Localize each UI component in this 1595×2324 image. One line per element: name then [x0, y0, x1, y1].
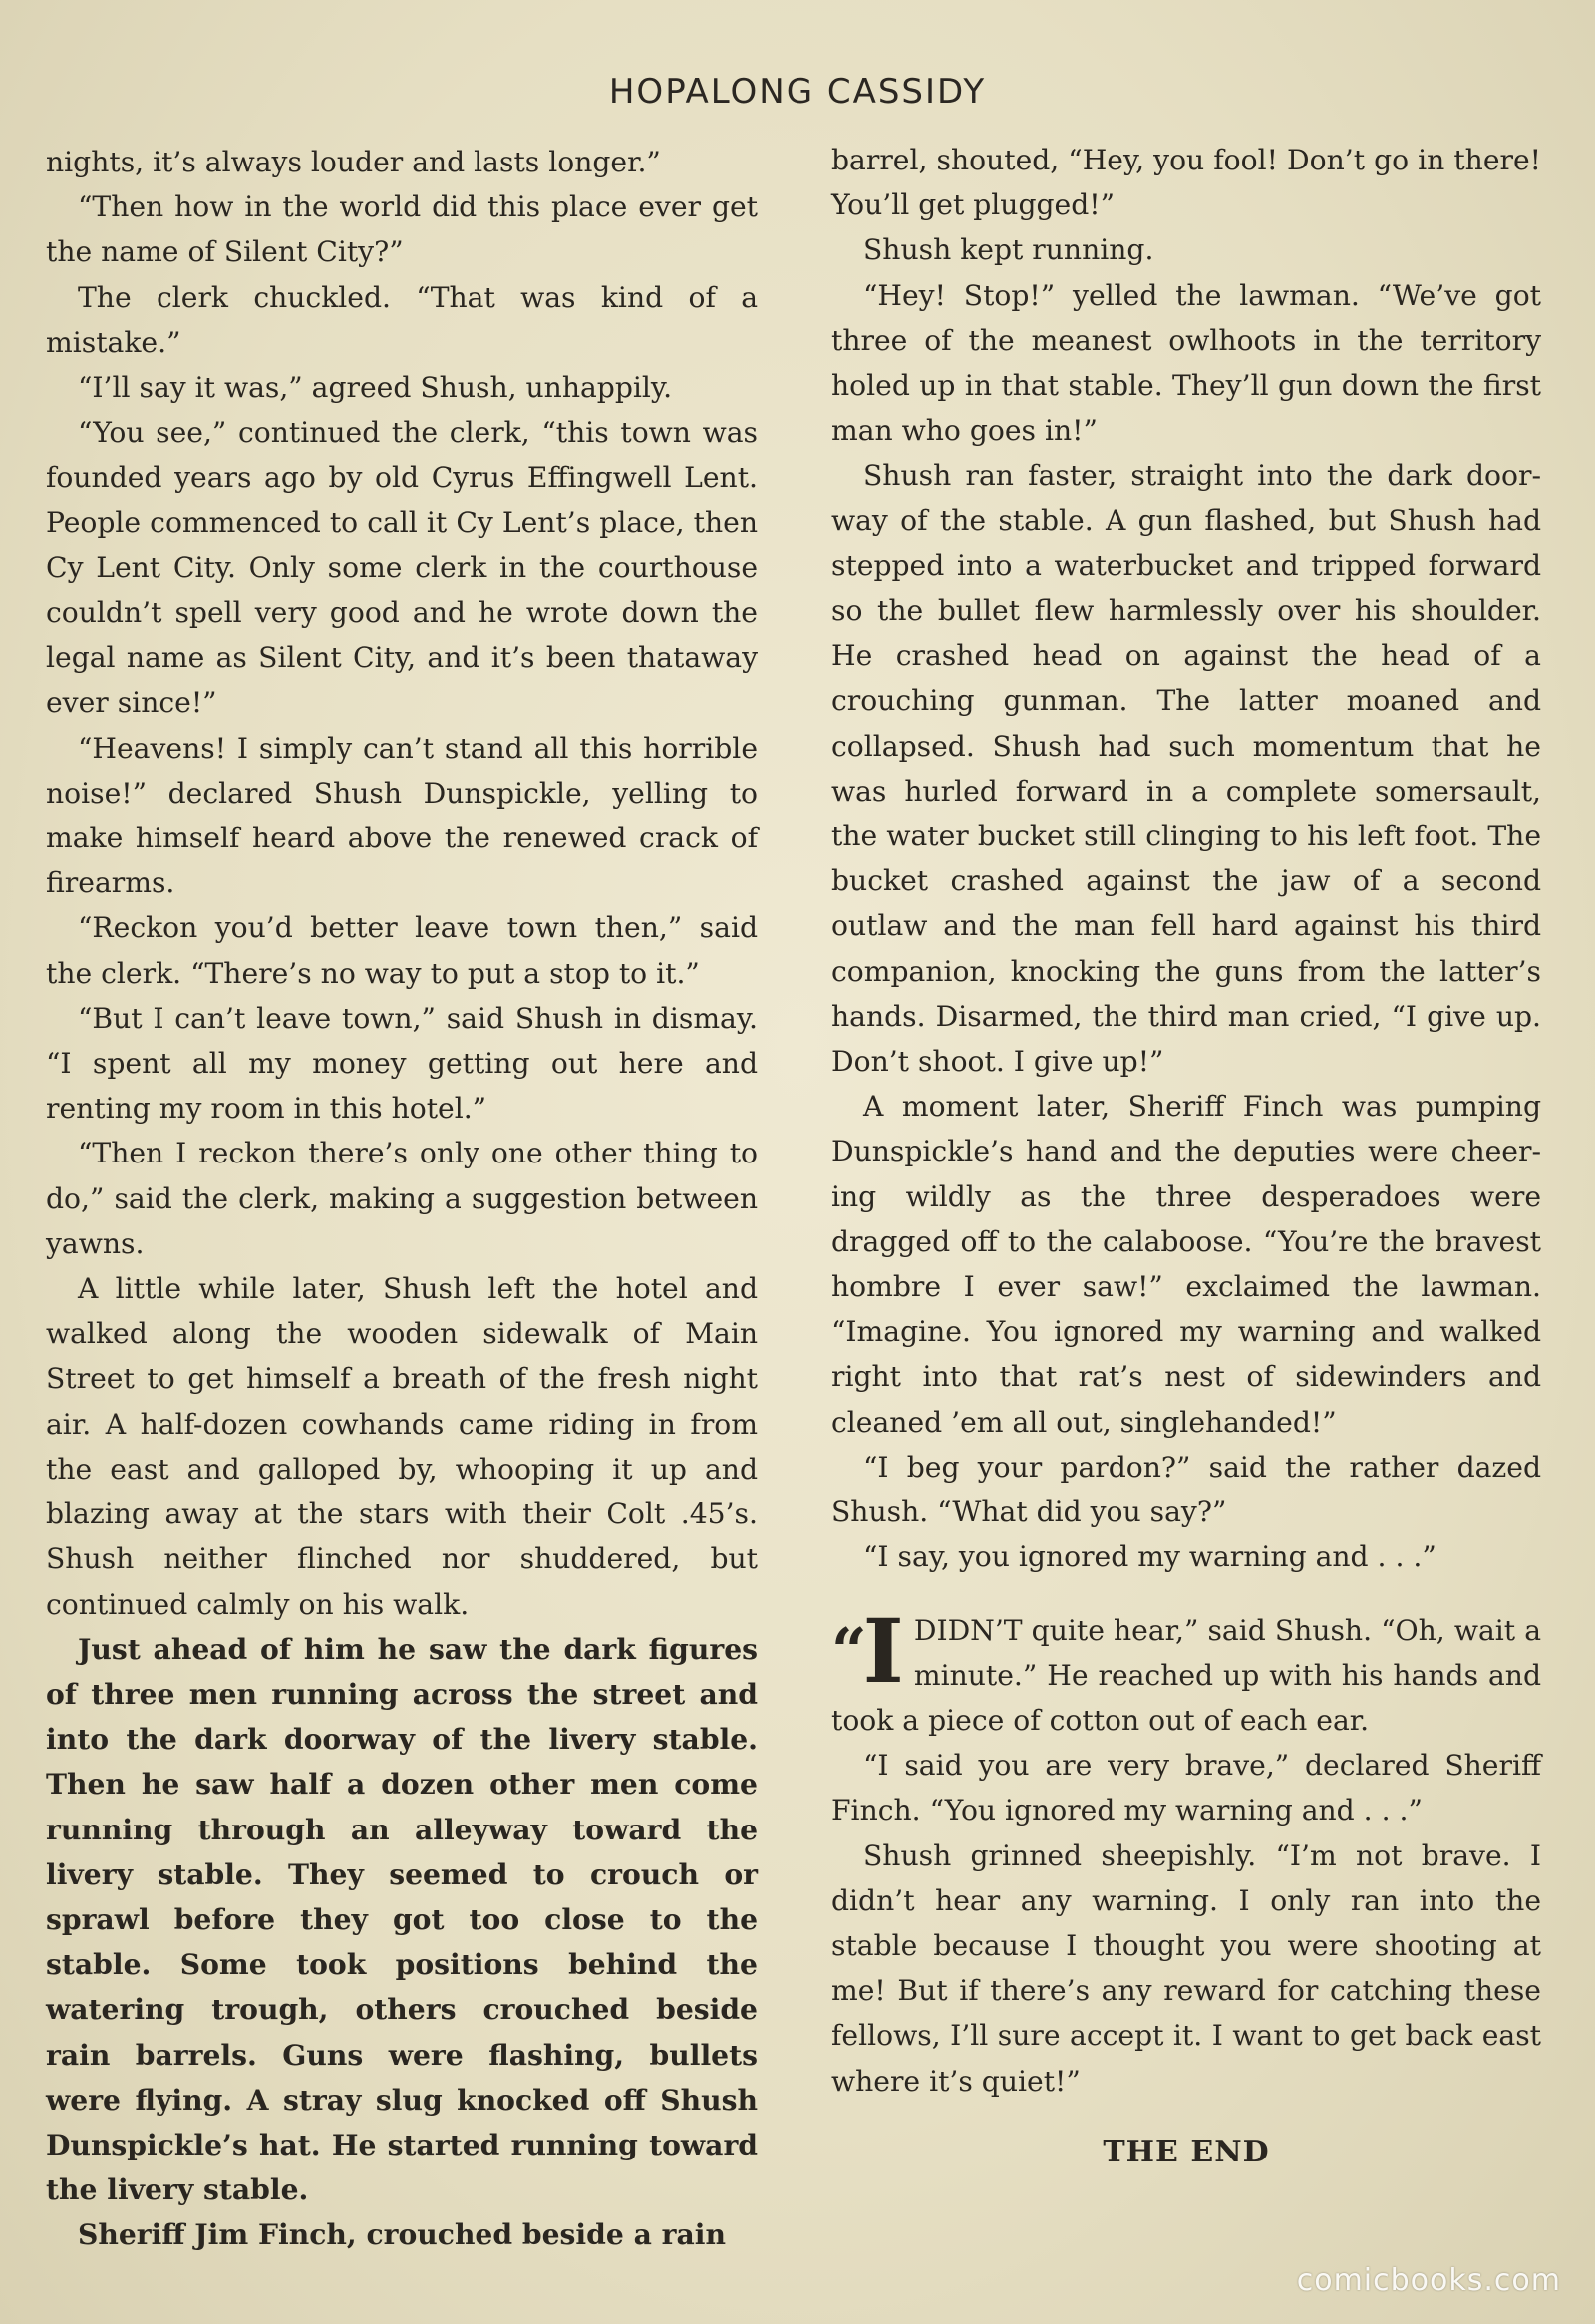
paragraph: Just ahead of him he saw the dark figures of three men running across the street and into the dark doorway of the livery stable. Then he saw half a dozen other men come running through an alleyway toward the livery stable. They seemed to crouch or sprawl before they got too close to the stable. Some took positions behind the watering trough, others crouched beside rain barrels. Guns were flashing, bullets were flying. A stray slug knocked off Shush Dunspickle’s hat. He started running toward the livery stable.: [46, 1632, 758, 2207]
right-column: [831, 138, 1541, 2174]
paragraph: “I say, you ignored my warning and . . .”: [863, 1540, 1436, 1574]
paragraph: Shush ran faster, straight into the dark doorway of the stable. A gun flashed, but Shush had stepped into a waterbucket and tripped forward so the bullet flew harmlessly over his shoulder. He crashed head on against the head of a crouching gunman. The latter moaned and collapsed. Shush had such momentum that he was hurled forward in a complete somersault, the water bucket still clinging to his left foot. The bucket crashed against the jaw of a second outlaw and the man fell hard against his third companion, knocking the guns from the latter’s hands. Disarmed, the third man cried, “I give up. Don’t shoot. I give up!”: [831, 459, 1541, 1079]
paragraph: “I said you are very brave,” declared Sheriff Finch. “You ignored my warning and . . .”: [831, 1749, 1541, 1827]
paragraph: nights, it’s always louder and lasts longer.”: [46, 146, 661, 178]
page-header: HOPALONG CASSIDY: [608, 72, 987, 112]
dropcap: [831, 1598, 904, 1703]
paragraph: The clerk chuckled. “That was kind of a mistake.”: [46, 280, 758, 359]
paragraph: Shush grinned sheepishly. “I’m not brave. I didn’t hear any warning. I only ran into the stable because I thought you were shooting at me! But if there’s any reward for catching these fellows, I’ll sure accept it. I want to get back east where it’s quiet!”: [831, 1838, 1541, 2098]
left-column: [46, 140, 758, 2258]
paragraph: A moment later, Sheriff Finch was pumping Dunspickle’s hand and the deputies were cheering wildly as the three desperadoes were dragged off to the calaboose. “You’re the bravest hombre I ever saw!” exclaimed the lawman. “Imagine. You ignored my warning and walked right into that rat’s nest of sidewinders and cleaned ’em all out, singlehanded!”: [831, 1090, 1541, 1439]
dropcap-paragraph: [831, 1598, 1541, 1744]
paragraph: “Reckon you’d better leave town then,” said the clerk. “There’s no way to put a stop to it.”: [46, 911, 758, 990]
paragraph: “I beg your pardon?” said the rather dazed Shush. “What did you say?”: [831, 1450, 1541, 1529]
dropcap-text: DIDN’T quite hear,” said Shush. “Oh, wait a minute.” He reached up with his hands and took a piece of cotton out of each ear.: [831, 1613, 1541, 1737]
paragraph: “Then I reckon there’s only one other thing to do,” said the clerk, making a suggestion between yawns.: [46, 1137, 758, 1260]
dropcap-letter: I: [862, 1598, 904, 1703]
the-end: THE END: [1103, 2134, 1270, 2169]
paragraph: Shush kept running.: [863, 233, 1154, 267]
paragraph: Sheriff Jim Finch, crouched beside a rain: [78, 2218, 726, 2252]
paragraph: “Hey! Stop!” yelled the lawman. “We’ve got three of the meanest owlhoots in the territory holed up in that stable. They’ll gun down the first man who goes in!”: [831, 278, 1541, 448]
dropcap-quote: “: [831, 1613, 863, 1687]
watermark: comicbooks.com: [1296, 2263, 1561, 2298]
paragraph: “You see,” continued the clerk, “this town was founded years ago by old Cyrus Effingwell Lent. People commenced to call it Cy Lent’s place, then Cy Lent City. Only some clerk in the courthouse couldn’t spell very good and he wrote down the legal name as Silent City, and it’s been thataway ever since!”: [46, 416, 758, 720]
paragraph: “Then how in the world did this place ever get the name of Silent City?”: [46, 190, 758, 269]
paragraph: “I’ll say it was,” agreed Shush, unhappily.: [78, 371, 673, 405]
paragraph: “Heavens! I simply can’t stand all this horrible noise!” declared Shush Dunspickle, yelling to make himself heard above the renewed crack of firearms.: [46, 731, 758, 900]
paragraph: “But I can’t leave town,” said Shush in dismay. “I spent all my money getting out here and renting my room in this hotel.”: [46, 1001, 758, 1126]
paragraph: barrel, shouted, “Hey, you fool! Don’t go in there! You’ll get plugged!”: [831, 144, 1541, 222]
paragraph: A little while later, Shush left the hotel and walked along the wooden sidewalk of Main Street to get himself a breath of the fresh night air. A half-dozen cowhands came riding in from the east and galloped by, whooping it up and blazing away at the stars with their Colt .45’s. Shush neither flinched nor shuddered, but continued calmly on his walk.: [46, 1272, 758, 1621]
